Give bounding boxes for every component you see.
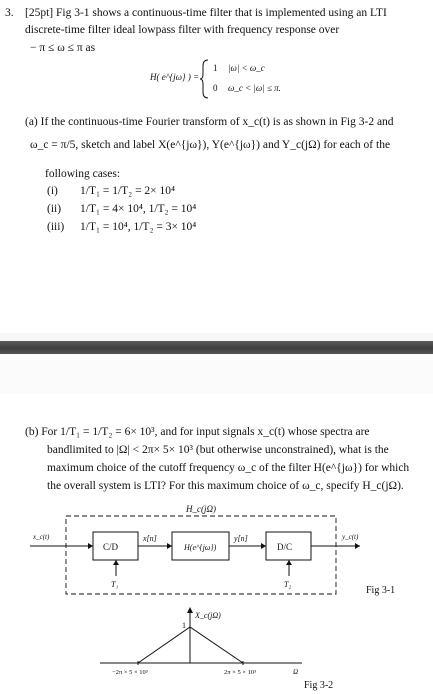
case-i-label: (i) — [47, 185, 58, 197]
part-b-line4: the overall system is LTI? For this maximum choice of ω_c, specify H_c(jΩ). — [47, 480, 404, 492]
right-tick-label: 2π × 5 × 10³ — [224, 669, 257, 676]
fig-3-1-caption: Fig 3-1 — [366, 585, 396, 596]
xn-label: x[n] — [143, 534, 157, 543]
problem-intro-line3: − π ≤ ω ≤ π as — [30, 42, 96, 54]
yn-label: y[n] — [234, 534, 248, 543]
section-divider-bar — [0, 341, 433, 354]
case-iii-label: (iii) — [47, 221, 65, 233]
problem-intro-line1: [25pt] Fig 3-1 shows a continuous-time filter that is implemented using an LTI — [25, 7, 387, 19]
arrowhead-output — [355, 543, 360, 549]
divider-gap-top — [0, 333, 433, 341]
equation-case1-condition: |ω| < ω_c — [228, 63, 265, 73]
cd-label: C/D — [103, 542, 119, 552]
spectrum-peak-label: 1 — [182, 621, 186, 630]
case-i-text: 1/T₁ = 1/T₂ = 2× 10⁴ — [80, 185, 176, 197]
fig-3-2-input-spectrum — [0, 602, 433, 694]
part-a-line2: ω_c = π/5, sketch and label X(e^{jω}), Y(e^{jω}) and Y_c(jΩ) for each of the — [30, 139, 391, 151]
t1-arrowhead — [113, 560, 119, 565]
left-tick-label: −2π × 5 × 10³ — [112, 669, 148, 676]
t2-arrowhead — [286, 560, 292, 565]
output-signal-label: y_c(t) — [342, 533, 359, 541]
part-a-line1: (a) If the continuous-time Fourier transform of x_c(t) is as shown in Fig 3-2 and — [25, 116, 394, 128]
equation-case1-value: 1 — [213, 63, 218, 73]
part-b-line3: maximum choice of the cutoff frequency ω_c of the filter H(e^{jω}) for which — [47, 462, 410, 474]
overall-system-label: H_c(jΩ) — [186, 504, 216, 514]
input-signal-label: x_c(t) — [33, 533, 50, 541]
arrowhead-into-dc — [261, 543, 266, 549]
case-ii-text: 1/T₁ = 4× 10⁴, 1/T₂ = 10⁴ — [80, 203, 197, 215]
t1-label: T₁ — [111, 580, 119, 589]
omega-label: Ω — [293, 668, 299, 676]
equation-case2-condition: ω_c < |ω| ≤ π. — [228, 83, 281, 93]
arrowhead-into-filter — [167, 543, 172, 549]
arrowhead-into-cd — [88, 543, 93, 549]
part-b-line1: (b) For 1/T₁ = 1/T₂ = 6× 10³, and for input signals x_c(t) whose spectra are — [25, 426, 370, 438]
dc-label: D/C — [277, 542, 293, 552]
equation-brace — [200, 59, 210, 99]
equation-case2-value: 0 — [213, 83, 218, 93]
part-b-line2: bandlimited to |Ω| < 2π× 5× 10³ (but otherwise unconstrained), what is the — [47, 444, 389, 456]
problem-intro-line2: discrete-time filter ideal lowpass filter with frequency response over — [25, 24, 340, 36]
equation-lhs: H( e^{jω} ) = — [150, 72, 200, 82]
problem-number: 3. — [5, 7, 14, 19]
case-iii-text: 1/T₁ = 10⁴, 1/T₂ = 3× 10⁴ — [80, 221, 197, 233]
t2-label: T₂ — [284, 580, 292, 589]
filter-label: H(e^{jω}) — [184, 543, 217, 552]
fig-3-1-block-diagram — [0, 498, 433, 608]
case-ii-label: (ii) — [47, 203, 62, 215]
magnitude-axis-arrowhead — [187, 607, 193, 613]
spectrum-y-label: X_c(jΩ) — [195, 611, 221, 620]
part-a-line3: following cases: — [45, 168, 121, 180]
divider-gap-bottom — [0, 354, 433, 394]
fig-3-2-caption: Fig 3-2 — [304, 680, 334, 691]
